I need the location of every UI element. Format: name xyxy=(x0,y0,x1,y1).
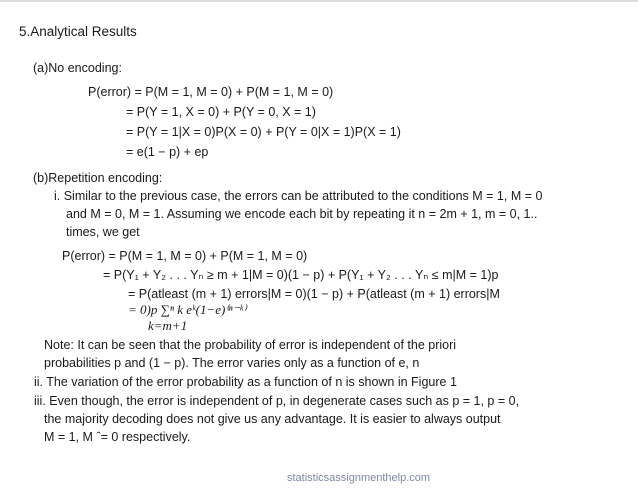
equation-line-1: P(error) = P(M = 1, M = 0) + P(M = 1, M = 0) xyxy=(62,249,308,263)
summation-lower-limit: k=m+1 xyxy=(148,318,188,333)
top-border xyxy=(0,0,638,2)
equation-line-4: = 0)p ∑ⁿ k eᵏ(1−e)⁽ⁿ⁻ᵏ⁾ xyxy=(128,302,247,317)
part-a-line-4: = e(1 − p) + ep xyxy=(126,145,209,159)
part-a-line-2: = P(Y = 1, X = 0) + P(Y = 0, X = 1) xyxy=(126,105,316,119)
item-iii-line-2: the majority decoding does not give us any advantage. It is easier to always output xyxy=(44,412,501,426)
equation-line-2: = P(Y₁ + Y₂ . . . Yₙ ≥ m + 1|M = 0)(1 − p) + P(Y₁ + Y₂ . . . Yₙ ≤ m|M = 1)p xyxy=(103,268,499,282)
part-a-line-1: P(error) = P(M = 1, M = 0) + P(M = 1, M = 0) xyxy=(88,85,334,99)
item-i-line-3: times, we get xyxy=(66,225,140,239)
note-line-2: probabilities p and (1 − p). The error varies only as a function of e, n xyxy=(44,356,420,370)
note-line-1: Note: It can be seen that the probability of error is independent of the priori xyxy=(44,338,457,352)
part-a-heading: (a)No encoding: xyxy=(33,61,122,75)
footer-watermark: statisticsassignmenthelp.com xyxy=(287,472,431,484)
item-i-line-2: and M = 0, M = 1. Assuming we encode each bit by repeating it n = 2m + 1, m = 0, 1.. xyxy=(66,207,538,221)
part-a-line-3: = P(Y = 1|X = 0)P(X = 0) + P(Y = 0|X = 1)P(X = 1) xyxy=(126,125,401,139)
item-iii-line-1: iii. Even though, the error is independent of p, in degenerate cases such as p = 1, p = 0, xyxy=(34,394,520,408)
part-b-heading: (b)Repetition encoding: xyxy=(33,171,163,185)
item-iii-line-3: M = 1, M ˆ= 0 respectively. xyxy=(44,430,191,444)
section-title: 5.Analytical Results xyxy=(19,24,137,39)
equation-line-3: = P(atleast (m + 1) errors|M = 0)(1 − p) + P(atleast (m + 1) errors|M xyxy=(128,287,500,301)
item-ii: ii. The variation of the error probability as a function of n is shown in Figure 1 xyxy=(34,375,457,389)
item-i-line-1: i. Similar to the previous case, the errors can be attributed to the conditions M = 1, M = 0 xyxy=(54,189,543,203)
